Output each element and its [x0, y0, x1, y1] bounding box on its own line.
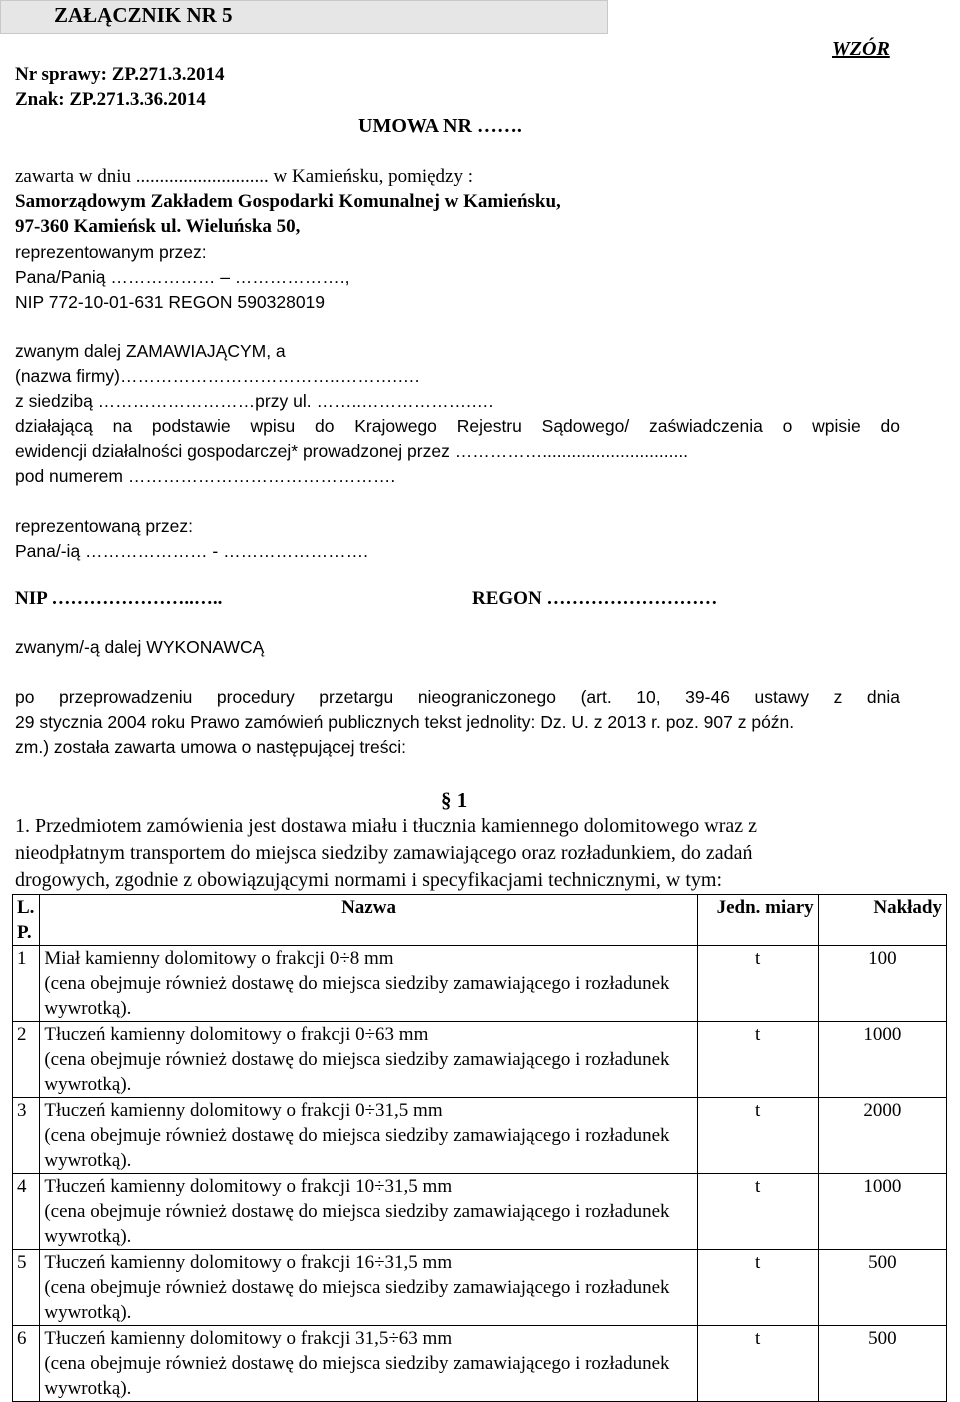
row-name: Tłuczeń kamienny dolomitowy o frakcji 0÷63 mm [44, 1024, 429, 1045]
contractor-representative-label: reprezentowaną przez: [15, 516, 194, 536]
client-representative-line: Pana/Panią ……………… – ………………., [15, 267, 350, 287]
contractor-representative-line: Pana/-ią ………………… - ……………………. [15, 541, 368, 561]
row-name: Miał kamienny dolomitowy o frakcji 0÷8 mm [44, 948, 394, 969]
case-number: Nr sprawy: ZP.271.3.2014 [15, 64, 225, 85]
row-note: (cena obejmuje również dostawę do miejsca siedziby zamawiającego i rozładunek wywrotką). [44, 1201, 670, 1247]
table-row [13, 946, 947, 1022]
row-lp: 6 [13, 1326, 40, 1402]
table-header-row [13, 895, 947, 946]
row-note: (cena obejmuje również dostawę do miejsca siedziby zamawiającego i rozładunek wywrotką). [44, 1125, 670, 1171]
row-name: Tłuczeń kamienny dolomitowy o frakcji 0÷31,5 mm [44, 1100, 443, 1121]
contract-title: UMOWA NR ……. [358, 115, 522, 137]
client-ids-line: NIP 772-10-01-631 REGON 590328019 [15, 292, 326, 312]
items-table [12, 894, 947, 1402]
row-unit: t [697, 1098, 818, 1174]
row-note: (cena obejmuje również dostawę do miejsca siedziby zamawiającego i rozładunek wywrotką). [44, 1277, 670, 1323]
annex-title-box [0, 0, 608, 34]
contractor-seat-line: z siedzibą ………………………przy ul. ……..……………….…. [15, 391, 494, 411]
row-description [40, 1098, 697, 1174]
row-description [40, 1174, 697, 1250]
table-row [13, 1174, 947, 1250]
contract-date-line: zawarta w dniu ............................ w Kamieńsku, pomiędzy : [15, 166, 474, 187]
row-qty: 500 [818, 1250, 946, 1326]
row-unit: t [697, 1022, 818, 1098]
row-name: Tłuczeń kamienny dolomitowy o frakcji 31,5÷63 mm [44, 1328, 453, 1349]
table-row [13, 1250, 947, 1326]
contractor-regon: REGON ……………………… [472, 588, 718, 609]
header-qty: Nakłady [818, 895, 946, 946]
row-description [40, 1022, 697, 1098]
row-lp: 1 [13, 946, 40, 1022]
row-qty: 1000 [818, 1022, 946, 1098]
contractor-register-line: ewidencji działalności gospodarczej* prowadzonej przez …………….............................. [15, 441, 689, 461]
row-note: (cena obejmuje również dostawę do miejsca siedziby zamawiającego i rozładunek wywrotką). [44, 973, 670, 1019]
header-lp: L. P. [13, 895, 40, 946]
row-lp: 2 [13, 1022, 40, 1098]
table-row [13, 1326, 947, 1402]
subject-line-1: 1. Przedmiotem zamówienia jest dostawa miału i tłucznia kamiennego dolomitowego wraz z [15, 815, 758, 837]
contractor-company-line: (nazwa firmy)………………………………..……….…. [15, 366, 420, 386]
row-note: (cena obejmuje również dostawę do miejsca siedziby zamawiającego i rozładunek wywrotką). [44, 1049, 670, 1095]
document-mark: Znak: ZP.271.3.36.2014 [15, 89, 206, 110]
row-description [40, 1250, 697, 1326]
procedure-line-3: zm.) została zawarta umowa o następującej treści: [15, 737, 406, 757]
contractor-nip: NIP …………………..….. [15, 588, 223, 609]
contractor-alias-line: zwanym/-ą dalej WYKONAWCĄ [15, 637, 265, 657]
client-name-line: Samorządowym Zakładem Gospodarki Komunalnej w Kamieńsku, [15, 191, 561, 212]
table-row [13, 1022, 947, 1098]
row-name: Tłuczeń kamienny dolomitowy o frakcji 10÷31,5 mm [44, 1176, 453, 1197]
client-alias-line: zwanym dalej ZAMAWIAJĄCYM, a [15, 341, 286, 361]
row-unit: t [697, 946, 818, 1022]
row-qty: 100 [818, 946, 946, 1022]
row-qty: 500 [818, 1326, 946, 1402]
row-description [40, 1326, 697, 1402]
subject-line-3: drogowych, zgodnie z obowiązującymi normami i specyfikacjami technicznymi, w tym: [15, 869, 723, 891]
section-number: 1 [456, 788, 468, 812]
row-lp: 5 [13, 1250, 40, 1326]
row-qty: 2000 [818, 1098, 946, 1174]
row-lp: 4 [13, 1174, 40, 1250]
contractor-registry-line: działającą na podstawie wpisu do Krajowego Rejestru Sądowego/ zaświadczenia o wpisie do [15, 416, 900, 436]
row-name: Tłuczeń kamienny dolomitowy o frakcji 16÷31,5 mm [44, 1252, 453, 1273]
row-qty: 1000 [818, 1174, 946, 1250]
row-unit: t [697, 1250, 818, 1326]
row-lp: 3 [13, 1098, 40, 1174]
procedure-line-1: po przeprowadzeniu procedury przetargu nieograniczonego (art. 10, 39-46 ustawy z dnia [15, 687, 900, 707]
annex-title: ZAŁĄCZNIK NR 5 [54, 3, 233, 27]
subject-line-2: nieodpłatnym transportem do miejsca siedziby zamawiającego oraz rozładunkiem, do zadań [15, 842, 753, 864]
row-note: (cena obejmuje również dostawę do miejsca siedziby zamawiającego i rozładunek wywrotką). [44, 1353, 670, 1399]
header-unit: Jedn. miary [697, 895, 818, 946]
procedure-line-2: 29 stycznia 2004 roku Prawo zamówień publicznych tekst jednolity: Dz. U. z 2013 r. poz. 907 z późn. [15, 712, 795, 732]
contractor-number-line: pod numerem ………………………………………. [15, 466, 396, 486]
client-representative-label: reprezentowanym przez: [15, 242, 207, 262]
row-description [40, 946, 697, 1022]
row-unit: t [697, 1326, 818, 1402]
template-label: WZÓR [832, 38, 890, 60]
table-row [13, 1098, 947, 1174]
row-unit: t [697, 1174, 818, 1250]
section-heading: § 1 [441, 788, 468, 812]
header-name: Nazwa [40, 895, 697, 946]
client-address-line: 97-360 Kamieńsk ul. Wieluńska 50, [15, 216, 301, 237]
